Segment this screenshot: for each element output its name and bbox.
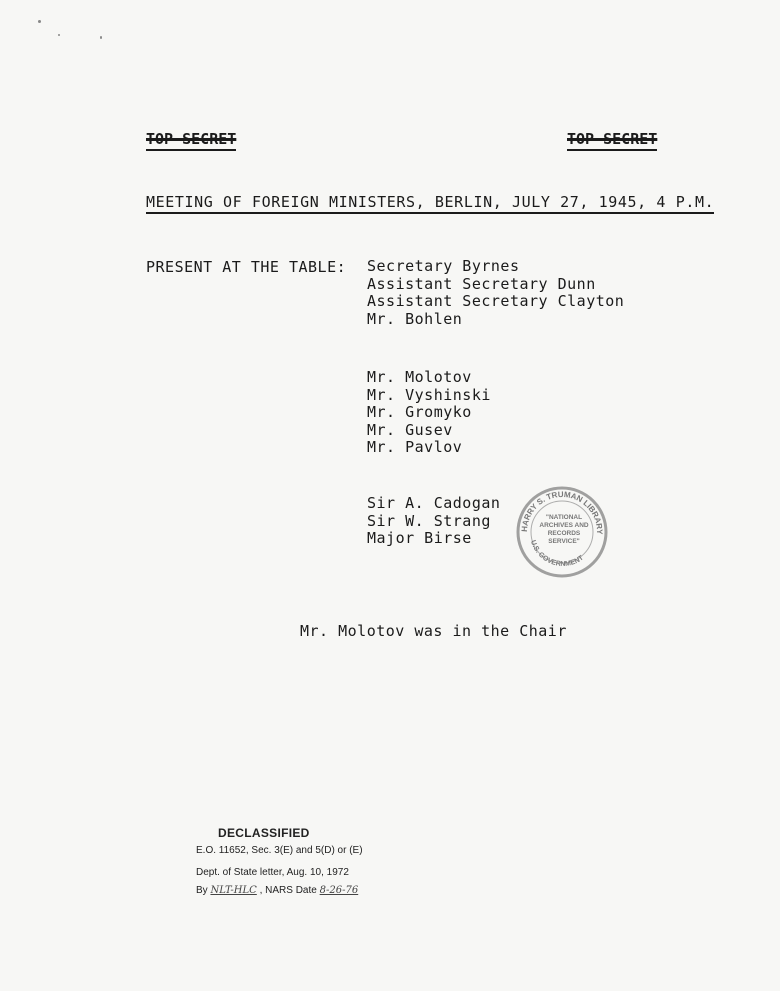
truman-library-stamp: [515, 485, 610, 580]
attendees-us: [367, 258, 624, 328]
attendee-name: Assistant Secretary Clayton: [367, 292, 625, 310]
by-label: By: [196, 885, 208, 896]
review-date-signature: 8-26-76: [319, 885, 359, 896]
declassified-letter-line: Dept. of State letter, Aug. 10, 1972: [196, 867, 349, 878]
attendee-name: Mr. Molotov: [367, 368, 472, 386]
declassified-title: DECLASSIFIED: [218, 826, 310, 840]
attendees-soviet: [367, 369, 491, 457]
meeting-title: MEETING OF FOREIGN MINISTERS, BERLIN, JULY 27, 1945, 4 P.M.: [146, 193, 714, 214]
reviewer-signature: NLT-HLC: [210, 885, 257, 896]
chair-note: Mr. Molotov was in the Chair: [300, 622, 567, 640]
scan-speck: [58, 34, 60, 36]
stamp-inner-line: "NATIONAL: [545, 514, 583, 521]
stamp-bottom-text: U.S. GOVERNMENT: [528, 539, 585, 568]
attendees-uk: [367, 495, 500, 548]
scan-speck: [38, 20, 41, 23]
attendee-name: Mr. Vyshinski: [367, 385, 491, 404]
attendee-name: Mr. Gromyko: [367, 403, 472, 421]
stamp-inner-line: ARCHIVES AND: [539, 522, 589, 529]
nars-date-label: , NARS Date: [259, 885, 317, 896]
attendee-name: Sir A. Cadogan: [367, 494, 501, 512]
stamp-outer-text: HARRY S. TRUMAN LIBRARY: [519, 489, 605, 535]
attendee-name: Mr. Bohlen: [367, 309, 463, 328]
attendee-name: Mr. Pavlov: [367, 438, 463, 456]
attendee-name: Mr. Gusev: [367, 420, 453, 439]
attendee-name: Sir W. Strang: [367, 511, 491, 530]
classification-marking-right: TOP SECRET: [567, 130, 657, 151]
stamp-inner-line: RECORDS: [547, 530, 581, 537]
present-at-table-label: PRESENT AT THE TABLE:: [146, 258, 347, 276]
stamp-inner-line: SERVICE": [548, 538, 580, 545]
attendee-name: Major Birse: [367, 529, 472, 547]
declassified-eo-line: E.O. 11652, Sec. 3(E) and 5(D) or (E): [196, 845, 363, 856]
scan-speck: [100, 36, 102, 39]
attendee-name: Secretary Byrnes: [367, 257, 520, 275]
classification-marking-left: TOP SECRET: [146, 130, 236, 151]
declassified-by-line: [196, 885, 358, 896]
attendee-name: Assistant Secretary Dunn: [367, 274, 596, 293]
